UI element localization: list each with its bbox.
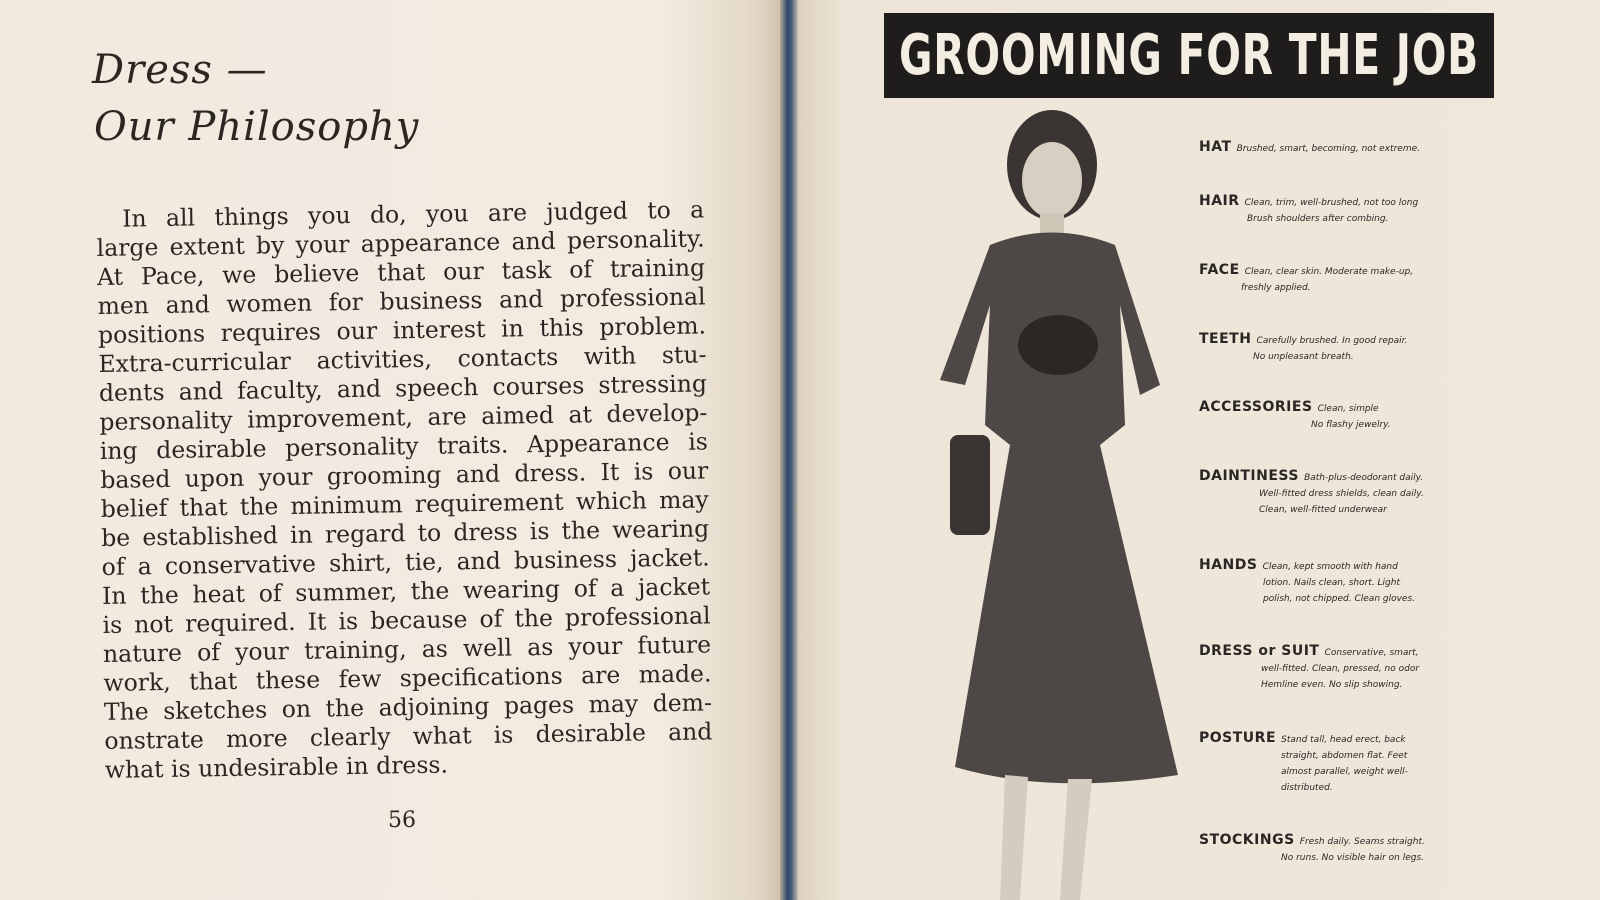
body-line: Extra-curricular activities, contacts with stu- (98, 340, 707, 378)
item-description-line: Clean, well-fitted underwear (1259, 505, 1387, 515)
item-description-line: distributed. (1281, 783, 1333, 793)
item-key: HAT (1199, 139, 1232, 155)
body-line: In the heat of summer, the wearing of a jacket (101, 572, 711, 610)
body-line: nature of your training, as well as your future (102, 630, 712, 668)
item-description-line: Clean, trim, well-brushed, not too long (1244, 198, 1419, 208)
left-page (0, 0, 780, 900)
body-line: large extent by your appearance and personality. (96, 224, 705, 262)
body-line: is not required. It is because of the professional (102, 601, 711, 639)
item-key: POSTURE (1199, 730, 1277, 746)
title-line-2: Our Philosophy (94, 104, 420, 150)
item-key: TEETH (1199, 331, 1252, 347)
item-description-line: Fresh daily. Seams straight. (1299, 837, 1425, 847)
item-description-line: Stand tall, head erect, back (1281, 735, 1406, 745)
item-description-line: No unpleasant breath. (1253, 352, 1354, 362)
item-key: HAIR (1199, 193, 1240, 209)
item-description-line: Conservative, smart, (1324, 648, 1419, 658)
item-description-line: polish, not chipped. Clean gloves. (1263, 594, 1416, 604)
item-description-line: No runs. No visible hair on legs. (1281, 853, 1424, 863)
item-description-line: Bath-plus-deodorant daily. (1304, 473, 1424, 483)
item-key: DAINTINESS (1199, 468, 1299, 484)
item-description-line: well-fitted. Clean, pressed, no odor (1261, 664, 1420, 674)
page-title (92, 42, 419, 156)
item-key: DRESS or SUIT (1199, 643, 1320, 659)
item-description-line: Brushed, smart, becoming, not extreme. (1236, 144, 1420, 154)
grooming-item (1199, 328, 1407, 365)
page-number: 56 (388, 808, 416, 833)
body-line: The sketches on the adjoining pages may dem- (103, 688, 713, 726)
item-description-line: Clean, simple (1317, 404, 1379, 414)
body-line: At Pace, we believe that our task of training (96, 253, 706, 291)
body-line: be established in regard to dress is the wearing (101, 514, 710, 552)
grooming-item (1199, 640, 1419, 693)
item-description-line: straight, abdomen flat. Feet (1281, 751, 1408, 761)
body-line: In all things you do, you are judged to a (121, 195, 705, 233)
item-description-line: freshly applied. (1241, 283, 1311, 293)
body-line: onstrate more clearly what is desirable and (104, 717, 713, 755)
item-description-line: Carefully brushed. In good repair. (1256, 336, 1408, 346)
grooming-item (1199, 829, 1425, 866)
item-description-line: Brush shoulders after combing. (1247, 214, 1389, 224)
grooming-item (1199, 259, 1413, 296)
grooming-item (1199, 190, 1418, 227)
item-key: HANDS (1199, 557, 1258, 573)
body-line: men and women for business and professional (97, 282, 706, 320)
banner-text: GROOMING FOR THE JOB (899, 23, 1479, 88)
grooming-item (1199, 465, 1424, 518)
item-key: FACE (1199, 262, 1240, 278)
title-line-1: Dress — (92, 47, 268, 93)
item-key: ACCESSORIES (1199, 399, 1313, 415)
body-line: what is undesirable in dress. (104, 750, 449, 784)
item-description-line: Hemline even. No slip showing. (1261, 680, 1403, 690)
body-line: positions requires our interest in this problem. (97, 311, 707, 349)
book-spine (780, 0, 798, 900)
item-description-line: lotion. Nails clean, short. Light (1263, 578, 1401, 588)
grooming-item (1199, 554, 1415, 607)
woman-illustration (920, 95, 1190, 900)
body-line: of a conservative shirt, tie, and business jacket. (101, 543, 710, 581)
item-description-line: No flashy jewelry. (1311, 420, 1391, 430)
body-text (96, 195, 713, 784)
body-line: based upon your grooming and dress. It is our (100, 456, 709, 494)
body-line: personality improvement, are aimed at develop- (99, 398, 708, 436)
body-line: belief that the minimum requirement which may (100, 485, 709, 523)
item-description-line: Clean, kept smooth with hand (1262, 562, 1398, 572)
body-line: work, that these few specifications are made. (103, 659, 712, 697)
item-description-line: Well-fitted dress shields, clean daily. (1259, 489, 1424, 499)
page-banner (884, 13, 1494, 98)
item-key: STOCKINGS (1199, 832, 1295, 848)
body-line: ing desirable personality traits. Appearance is (99, 427, 709, 465)
grooming-item (1199, 396, 1391, 433)
item-description-line: almost parallel, weight well- (1281, 767, 1408, 777)
body-line: dents and faculty, and speech courses stressing (98, 369, 708, 407)
grooming-item (1199, 727, 1408, 796)
grooming-item (1199, 136, 1420, 157)
item-description-line: Clean, clear skin. Moderate make-up, (1244, 267, 1414, 277)
